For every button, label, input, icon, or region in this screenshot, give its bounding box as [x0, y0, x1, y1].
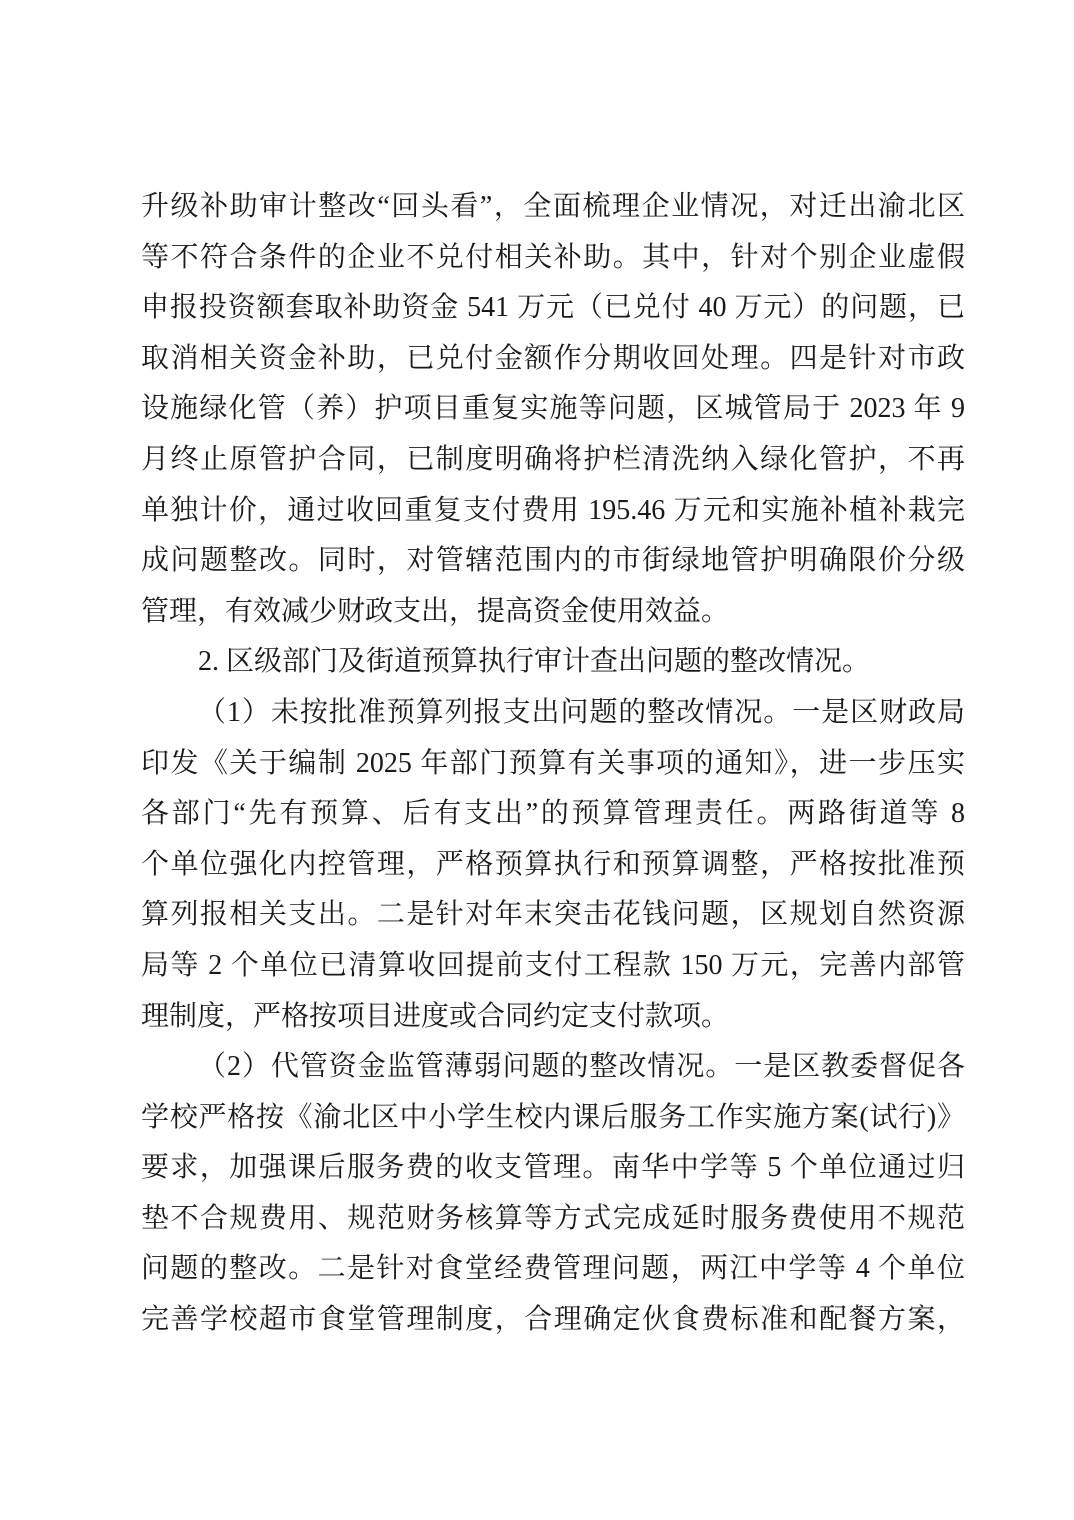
text-line: 垫不合规费用、规范财务核算等方式完成延时服务费使用不规范: [141, 1202, 965, 1234]
numbered-heading: 2. 区级部门及街道预算执行审计查出问题的整改情况。: [198, 646, 871, 678]
text-line: 各部门“先有预算、后有支出”的预算管理责任。两路街道等 8: [141, 798, 965, 830]
text-line: 要求，加强课后服务费的收支管理。南华中学等 5 个单位通过归: [141, 1152, 965, 1184]
text-line: 单独计价，通过收回重复支付费用 195.46 万元和实施补植补栽完: [141, 494, 965, 526]
text-line: 算列报相关支出。二是针对年末突击花钱问题，区规划自然资源: [141, 899, 965, 931]
text-block: [141, 182, 965, 1346]
text-line: 完善学校超市食堂管理制度，合理确定伙食费标准和配餐方案，: [141, 1304, 965, 1336]
text-line: （1）未按批准预算列报支出问题的整改情况。一是区财政局: [198, 696, 965, 728]
text-line: 印发《关于编制 2025 年部门预算有关事项的通知》，进一步压实: [141, 747, 965, 779]
text-line: 理制度，严格按项目进度或合同约定支付款项。: [141, 1000, 730, 1032]
text-line: 个单位强化内控管理，严格预算执行和预算调整，严格按批准预: [141, 848, 965, 880]
text-line: 月终止原管护合同，已制度明确将护栏清洗纳入绿化管护，不再: [141, 443, 965, 475]
text-line: 设施绿化管（养）护项目重复实施等问题，区城管局于 2023 年 9: [141, 393, 965, 425]
text-line: （2）代管资金监管薄弱问题的整改情况。一是区教委督促各: [198, 1051, 965, 1083]
text-line: 取消相关资金补助，已兑付金额作分期收回处理。四是针对市政: [141, 342, 965, 374]
text-line: 局等 2 个单位已清算收回提前支付工程款 150 万元，完善内部管: [141, 949, 965, 981]
text-line: 等不符合条件的企业不兑付相关补助。其中，针对个别企业虚假: [141, 241, 965, 273]
text-line: 成问题整改。同时，对管辖范围内的市街绿地管护明确限价分级: [141, 545, 965, 577]
text-line: 管理，有效减少财政支出，提高资金使用效益。: [141, 595, 730, 627]
text-line: 申报投资额套取补助资金 541 万元（已兑付 40 万元）的问题，已: [141, 292, 965, 324]
text-line: 升级补助审计整改“回头看”，全面梳理企业情况，对迁出渝北区: [141, 191, 965, 222]
text-line: 学校严格按《渝北区中小学生校内课后服务工作实施方案(试行)》: [141, 1101, 965, 1133]
text-line: 问题的整改。二是针对食堂经费管理问题，两江中学等 4 个单位: [141, 1253, 965, 1285]
